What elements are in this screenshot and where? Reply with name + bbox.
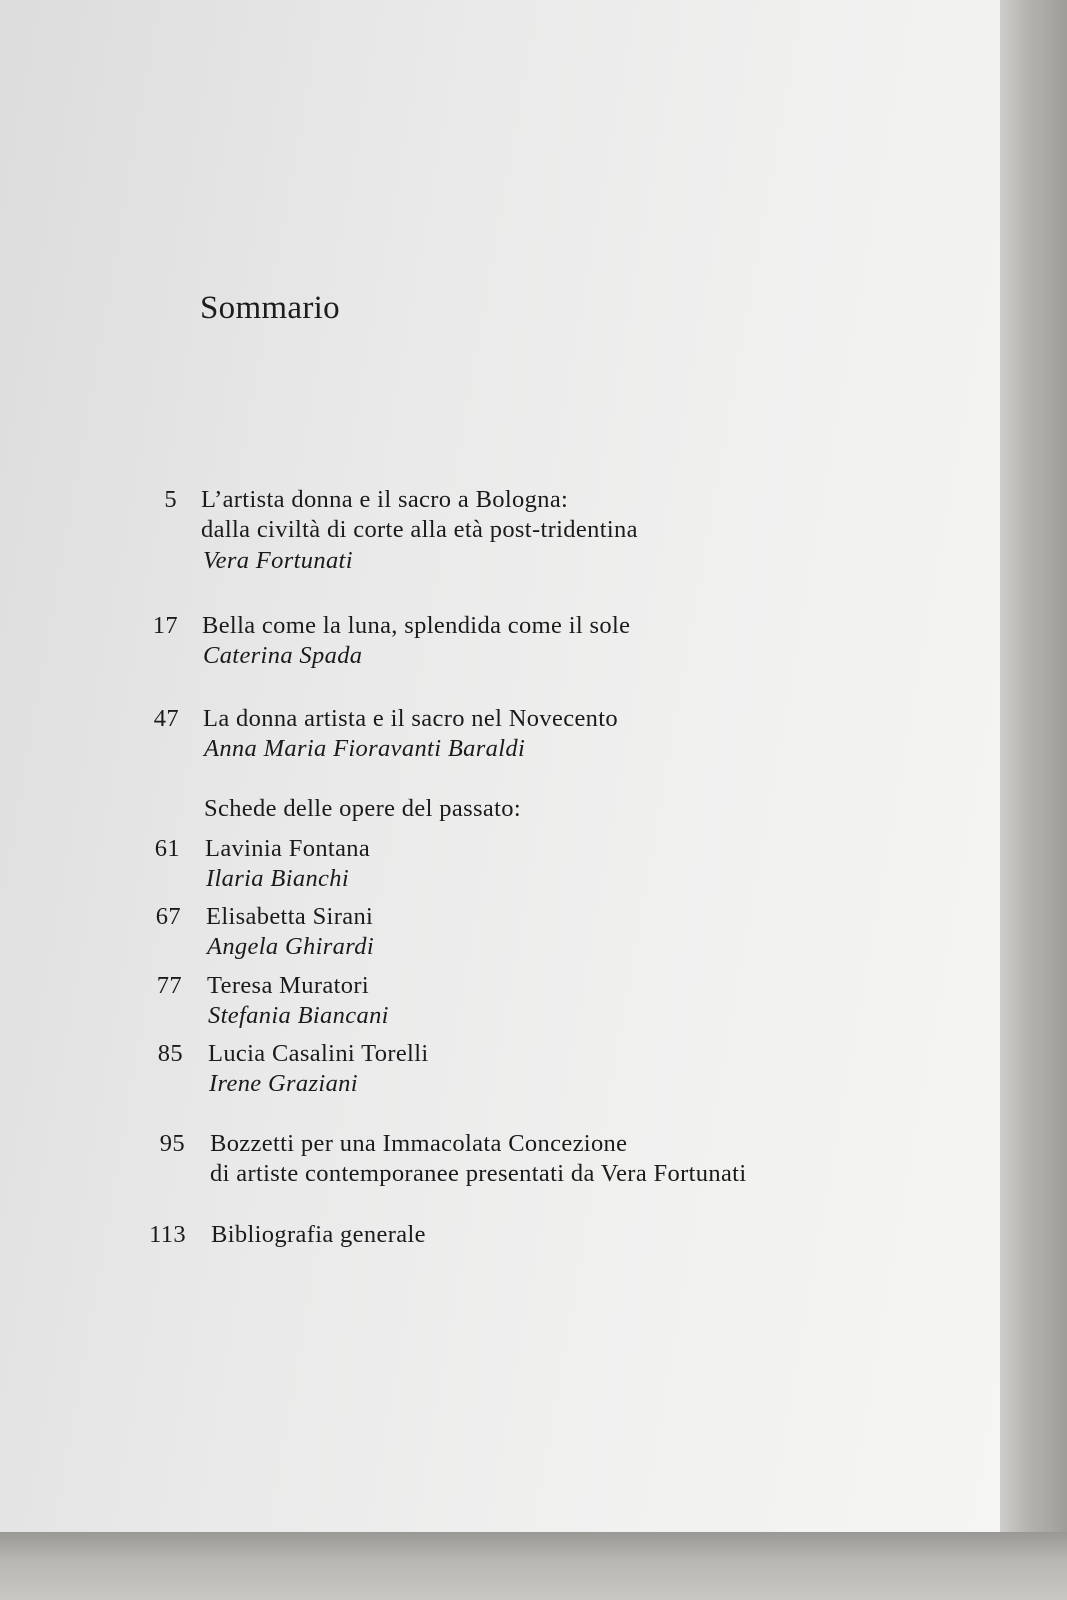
toc-entry-title: dalla civiltà di corte alla età post-tridentina xyxy=(201,516,638,543)
section-heading: Schede delle opere del passato: xyxy=(204,795,521,822)
page-title: Sommario xyxy=(200,290,340,326)
toc-entry-author: Vera Fortunati xyxy=(203,547,353,574)
toc-page-number: 67 xyxy=(155,903,181,930)
page-edge-stack xyxy=(1000,0,1067,1532)
toc-entry-author: Angela Ghirardi xyxy=(207,933,374,960)
toc-entry-author: Ilaria Bianchi xyxy=(206,865,350,892)
toc-entry-title: La donna artista e il sacro nel Novecento xyxy=(203,705,619,732)
toc-entry-author: Irene Graziani xyxy=(209,1070,358,1097)
toc-page-number: 17 xyxy=(152,612,178,639)
toc-page-number: 113 xyxy=(149,1221,186,1248)
toc-page-number: 47 xyxy=(153,705,179,732)
toc-entry-title: Lavinia Fontana xyxy=(205,835,371,862)
toc-page-number: 5 xyxy=(164,486,177,513)
toc-entry-author: Caterina Spada xyxy=(203,642,363,669)
toc-page-number: 95 xyxy=(159,1130,185,1157)
toc-entry-title: Lucia Casalini Torelli xyxy=(208,1040,429,1067)
page-bottom-edge xyxy=(0,1532,1067,1600)
toc-page-number: 85 xyxy=(157,1040,183,1067)
toc-entry-title: L’artista donna e il sacro a Bologna: xyxy=(201,486,569,513)
toc-entry-title: Bella come la luna, splendida come il sole xyxy=(202,612,631,639)
toc-entry-author: Anna Maria Fioravanti Baraldi xyxy=(204,735,526,762)
toc-entry-title: Elisabetta Sirani xyxy=(206,903,374,930)
toc-entry-title: Bozzetti per una Immacolata Concezione xyxy=(210,1130,628,1157)
toc-entry-author: Stefania Biancani xyxy=(208,1002,389,1029)
toc-entry-title: Teresa Muratori xyxy=(207,972,370,999)
toc-entry-title: Bibliografia generale xyxy=(211,1221,426,1248)
toc-page-number: 77 xyxy=(156,972,182,999)
toc-entry-title: di artiste contemporanee presentati da Vera Fortunati xyxy=(210,1160,747,1187)
toc-page-number: 61 xyxy=(154,835,180,862)
